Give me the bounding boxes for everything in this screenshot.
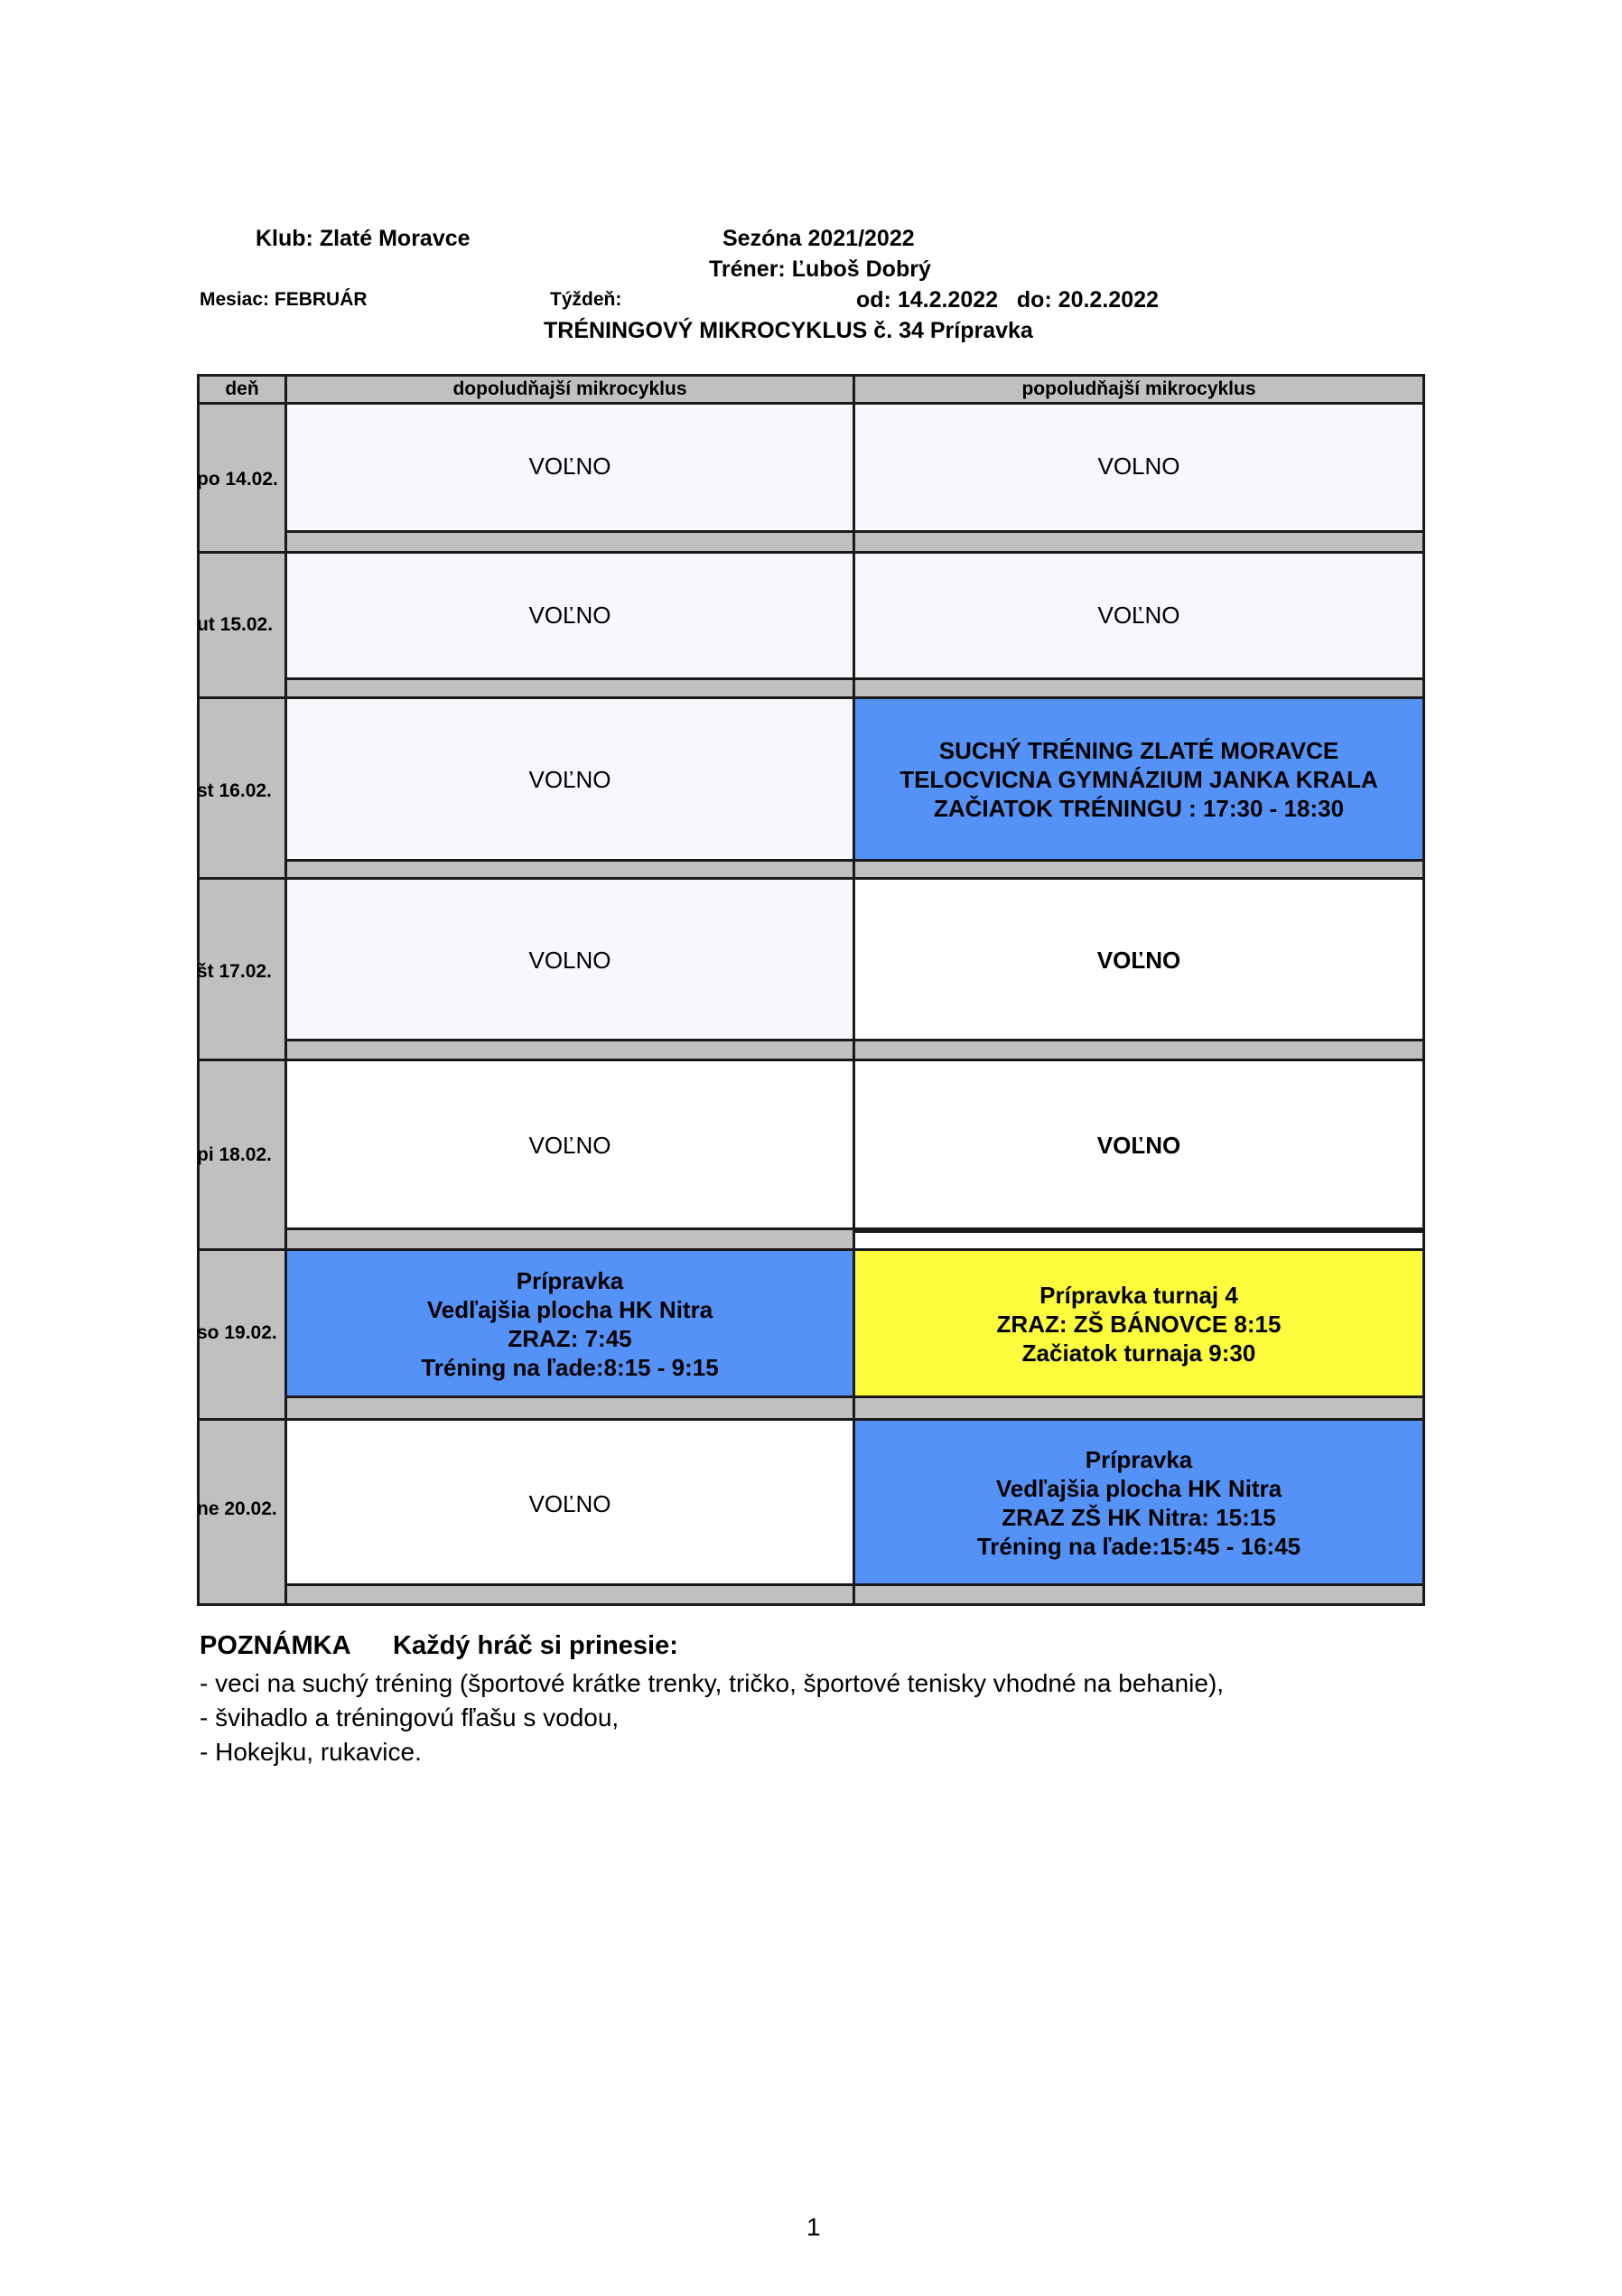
pm-cell xyxy=(853,1059,1425,1230)
note-item: - švihadlo a tréningovú fľašu s vodou, xyxy=(200,1703,620,1731)
am-text: VOĽNO xyxy=(528,1490,611,1517)
season-label: Sezóna 2021/2022 xyxy=(722,226,915,251)
pm-cell xyxy=(853,1248,1425,1398)
col-header-am: dopoludňajší mikrocyklus xyxy=(284,374,855,405)
pm-text: Prípravka xyxy=(1085,1446,1193,1473)
row-spacer xyxy=(853,533,1425,553)
am-cell xyxy=(284,1418,855,1586)
pm-cell xyxy=(853,696,1425,862)
week-label: Týždeň: xyxy=(550,289,622,310)
day-label: ne 20.02. xyxy=(197,1498,277,1519)
row-spacer xyxy=(284,533,855,553)
pm-text: VOĽNO xyxy=(1096,947,1181,974)
am-text: Vedľajšia plocha HK Nitra xyxy=(426,1296,713,1323)
date-range: od: 14.2.2022 do: 20.2.2022 xyxy=(856,287,1159,313)
pm-text: SUCHÝ TRÉNING ZLATÉ MORAVCE xyxy=(938,737,1339,764)
pm-text: ZRAZ ZŠ HK Nitra: 15:15 xyxy=(1002,1504,1276,1531)
am-text: VOĽNO xyxy=(528,1132,611,1159)
col-header-pm: popoludňajší mikrocyklus xyxy=(853,374,1425,405)
trainer-label: Tréner: Ľuboš Dobrý xyxy=(709,257,931,282)
am-cell xyxy=(284,877,855,1041)
am-text: VOĽNO xyxy=(528,453,611,480)
month-label: Mesiac: FEBRUÁR xyxy=(200,289,368,310)
note-item: - veci na suchý tréning (športové krátke trenky, tričko, športové tenisky vhodné na behanie), xyxy=(200,1669,1225,1697)
pm-text: Vedľajšia plocha HK Nitra xyxy=(995,1475,1282,1502)
pm-text: TELOCVICNA GYMNÁZIUM JANKA KRALA xyxy=(900,766,1378,793)
am-text: Tréning na ľade:8:15 - 9:15 xyxy=(421,1354,719,1381)
note-header xyxy=(200,1631,678,1661)
am-text: Prípravka xyxy=(516,1267,624,1294)
am-text: ZRAZ: 7:45 xyxy=(508,1325,632,1352)
page-title: TRÉNINGOVÝ MIKROCYKLUS č. 34 Prípravka xyxy=(544,318,1033,343)
am-cell xyxy=(284,402,855,533)
pm-cell xyxy=(853,1418,1425,1586)
day-label: po 14.02. xyxy=(197,469,278,490)
day-label: so 19.02. xyxy=(197,1322,277,1343)
note-intro: Každý hráč si prinesie: xyxy=(393,1631,678,1660)
pm-text: Tréning na ľade:15:45 - 16:45 xyxy=(976,1533,1301,1560)
am-text: VOĽNO xyxy=(528,602,611,629)
pm-cell xyxy=(853,551,1425,680)
day-label: št 17.02. xyxy=(197,961,272,982)
am-cell xyxy=(284,1248,855,1398)
day-column xyxy=(197,402,287,1606)
pm-text: Prípravka turnaj 4 xyxy=(1039,1282,1238,1309)
am-cell xyxy=(284,696,855,862)
col-header-day: deň xyxy=(197,374,287,405)
day-label: st 16.02. xyxy=(197,780,272,801)
day-label: pi 18.02. xyxy=(197,1144,272,1165)
am-text: VOLNO xyxy=(528,947,611,974)
club-label: Klub: Zlaté Moravce xyxy=(256,226,471,251)
pm-text: ZRAZ: ZŠ BÁNOVCE 8:15 xyxy=(996,1311,1282,1338)
pm-cell xyxy=(853,877,1425,1041)
pm-text: ZAČIATOK TRÉNINGU : 17:30 - 18:30 xyxy=(933,795,1345,822)
row-spacer xyxy=(853,1586,1425,1606)
pm-text: Začiatok turnaja 9:30 xyxy=(1021,1339,1256,1367)
am-cell xyxy=(284,1059,855,1230)
am-text: VOĽNO xyxy=(528,766,611,793)
day-label: ut 15.02. xyxy=(197,614,274,635)
pm-text: VOĽNO xyxy=(1097,602,1180,629)
pm-text: VOĽNO xyxy=(1096,1132,1181,1159)
row-spacer xyxy=(284,1586,855,1606)
note-label: POZNÁMKA xyxy=(200,1631,351,1660)
training-table xyxy=(197,374,1425,1606)
pm-cell xyxy=(853,402,1425,533)
page-number: 1 xyxy=(806,2213,821,2241)
am-cell xyxy=(284,551,855,680)
pm-text: VOLNO xyxy=(1097,453,1180,480)
note-item: - Hokejku, rukavice. xyxy=(200,1738,422,1766)
